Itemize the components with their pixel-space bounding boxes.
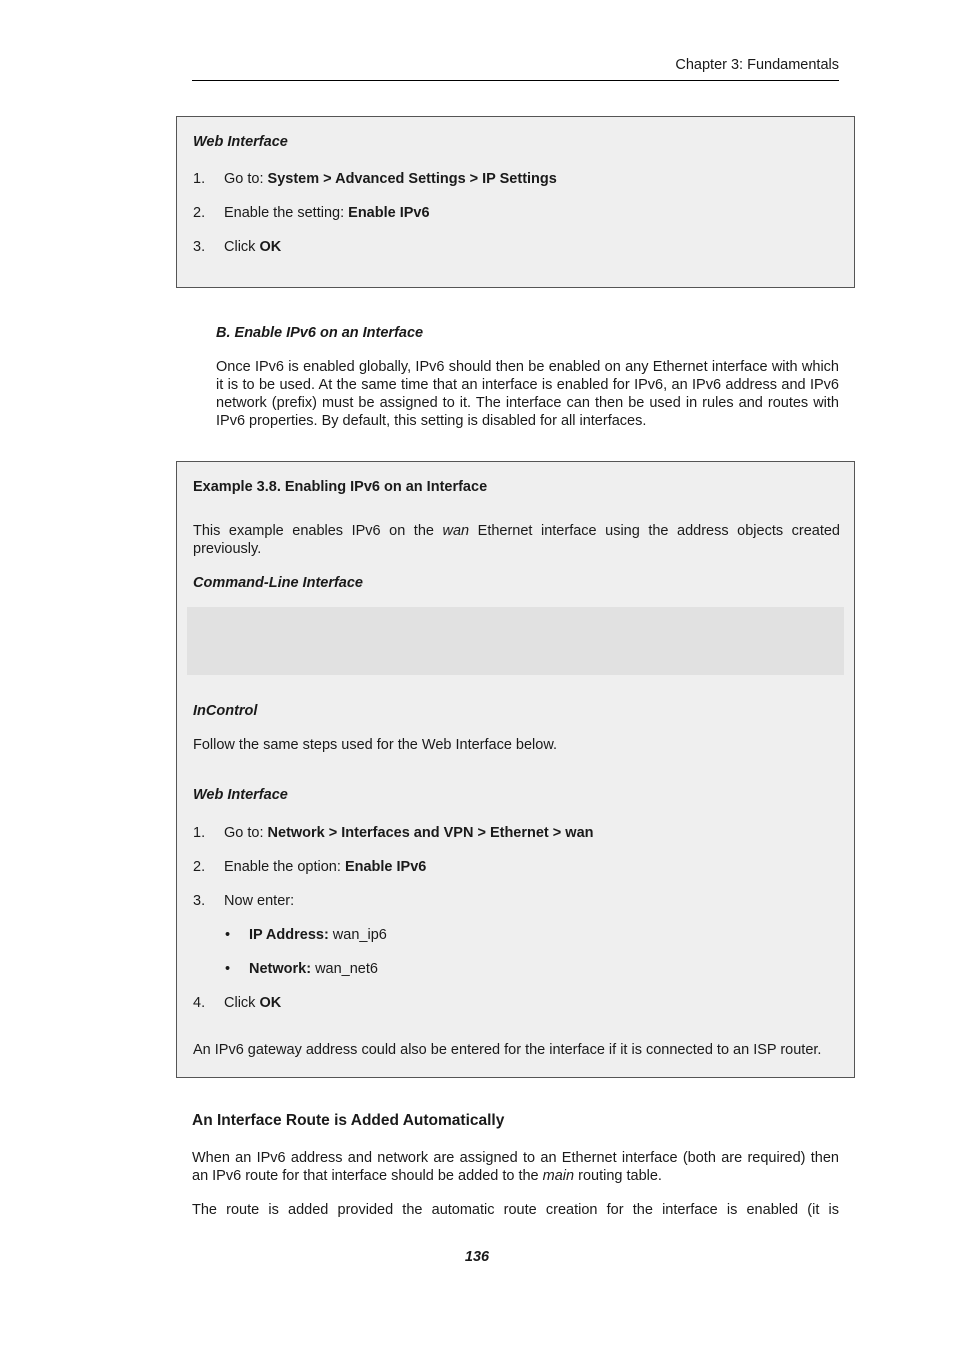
cli-heading: Command-Line Interface (193, 575, 363, 591)
example-intro: This example enables IPv6 on the wan Ethernet interface using the address objects created previously. (193, 523, 840, 557)
example-box: Example 3.8. Enabling IPv6 on an Interface This example enables IPv6 on the wan Ethernet interface using the address objects created previously. Command-Line Interface InControl Follow the same steps used for the Web Interface below. Web Interface 1. Go to: Network > Interfaces and VPN > Ethernet > wan 2. Enable the option: Enable IPv6 3. Now enter: • IP Address: wan_ip6 • Network: wan_net6 4. Click OK An IPv6 gateway address could also be entered for the interface if it is connected to an ISP router. (176, 461, 855, 1078)
section-b-heading: B. Enable IPv6 on an Interface (216, 325, 424, 341)
cli-code-block (187, 607, 844, 675)
web-interface-heading: Web Interface (193, 787, 288, 803)
box1-title: Web Interface (193, 134, 288, 150)
route-paragraph-2: The route is added provided the automatic route creation for the interface is enabled (it is (192, 1202, 839, 1218)
route-heading: An Interface Route is Added Automatically (192, 1112, 505, 1129)
incontrol-text: Follow the same steps used for the Web Interface below. (193, 737, 558, 753)
incontrol-heading: InControl (193, 703, 258, 719)
route-paragraph-1: When an IPv6 address and network are assigned to an Ethernet interface (both are required) then an IPv6 route for that interface should be added to the main routing table. (192, 1150, 839, 1184)
chapter-title: Chapter 3: Fundamentals (675, 57, 839, 73)
example-footer: An IPv6 gateway address could also be entered for the interface if it is connected to an ISP router. (193, 1042, 822, 1058)
page-header (192, 55, 839, 81)
page-number: 136 (464, 1249, 490, 1265)
web-interface-box: Web Interface 1. Go to: System > Advanced Settings > IP Settings 2. Enable the setting: Enable IPv6 3. Click OK (176, 116, 855, 288)
section-b-body: Once IPv6 is enabled globally, IPv6 should then be enabled on any Ethernet interface with which it is to be used. At the same time that an interface is enabled for IPv6, an IPv6 address and IPv6 network (prefix) must be assigned to it. The interface can then be used in rules and routes with IPv6 properties. By default, this setting is disabled for all interfaces. (216, 359, 839, 429)
example-title: Example 3.8. Enabling IPv6 on an Interface (193, 479, 488, 495)
